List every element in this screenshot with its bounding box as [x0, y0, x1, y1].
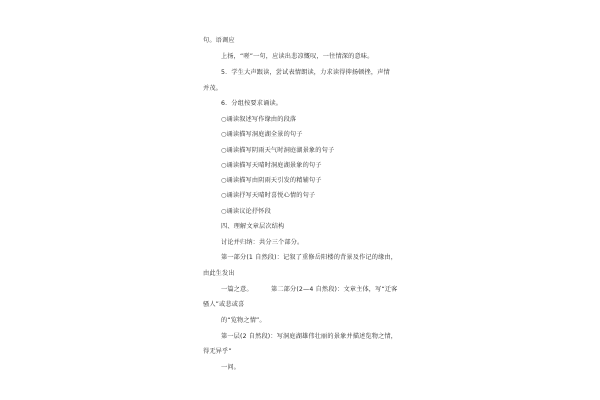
text-line: 一问。 — [221, 364, 241, 371]
section-heading: 四、理解文章层次结构 — [221, 223, 285, 230]
text-line: 讨论并归纳：共分三个部分。 — [221, 239, 304, 246]
text-line: 的“览物之情”。 — [221, 317, 266, 324]
text-line: 5．学生大声跟读，尝试表情朗读，力求读得抑扬顿挫，声情 — [221, 69, 390, 76]
text-line: ○诵读描写天晴时洞庭湖景象的句子 — [221, 162, 322, 169]
text-line: 上扬，“嗟”一句，应读出悲凉慨叹，一往情深的意味。 — [221, 53, 374, 60]
text-line: 第二部分(2—4 自然段)：文章主体，写“迁客 — [271, 286, 398, 293]
text-line: 一篇之意。 — [221, 286, 253, 293]
text-line: 由此生发出 — [203, 270, 235, 277]
text-line: 句。语调应 — [203, 37, 235, 44]
text-line: 得无异乎” — [203, 348, 232, 355]
text-line: ○诵读描写阴雨天气时洞庭湖景象的句子 — [221, 147, 335, 154]
text-line: 6．分组按要求诵读。 — [221, 100, 283, 107]
text-line: 骚人”或悲或喜 — [203, 301, 245, 308]
text-line: ○诵读叙述写作缘由的段落 — [221, 116, 297, 123]
text-line: 并茂。 — [203, 85, 223, 92]
text-line: 第一层(2 自然段)：写洞庭湖雄伟壮丽的景象并描述览物之情， — [221, 333, 398, 340]
text-line: 第一部分(1 自然段)：记叙了重修岳阳楼的背景及作记的缘由， — [221, 254, 398, 261]
text-line: ○诵读描写由阴雨天引发的精辅句子 — [221, 177, 322, 184]
text-line: ○诵读议论抒怀段 — [221, 208, 271, 215]
text-line: ○诵读描写洞庭湖全景的句子 — [221, 131, 303, 138]
text-line: ○诵读抒写天晴时喜悦心情的句子 — [221, 192, 316, 199]
